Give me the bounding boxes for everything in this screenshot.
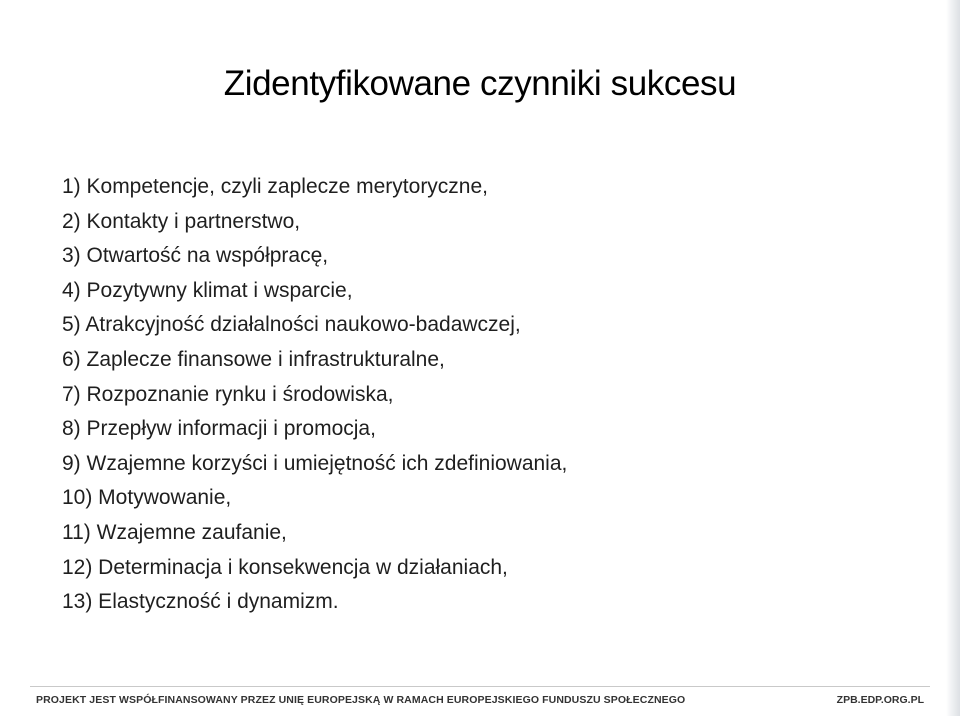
list-item: 8) Przepływ informacji i promocja, xyxy=(62,417,376,441)
list-item: 13) Elastyczność i dynamizm. xyxy=(62,590,339,614)
funding-note: PROJEKT JEST WSPÓŁFINANSOWANY PRZEZ UNIĘ EUROPEJSKĄ W RAMACH EUROPEJSKIEGO FUNDUSZU SPOŁECZNEGO xyxy=(36,694,686,706)
list-item: 11) Wzajemne zaufanie, xyxy=(62,520,287,544)
footer-divider xyxy=(30,686,930,687)
website-link[interactable]: ZPB.EDP.ORG.PL xyxy=(836,694,924,706)
list-item: 10) Motywowanie, xyxy=(62,486,232,510)
slide-title: Zidentyfikowane czynniki sukcesu xyxy=(223,64,737,103)
list-item: 2) Kontakty i partnerstwo, xyxy=(62,209,301,233)
list-item: 7) Rozpoznanie rynku i środowiska, xyxy=(62,382,394,406)
list-item: 9) Wzajemne korzyści i umiejętność ich zdefiniowania, xyxy=(62,451,568,475)
list-item: 6) Zaplecze finansowe i infrastrukturalne, xyxy=(62,347,445,371)
list-item: 1) Kompetencje, czyli zaplecze merytoryczne, xyxy=(62,175,488,198)
slide-edge-shadow xyxy=(946,0,960,716)
success-factors-list xyxy=(62,170,567,620)
list-item: 3) Otwartość na współpracę, xyxy=(62,244,329,268)
slide-footer xyxy=(0,686,960,716)
list-item: 4) Pozytywny klimat i wsparcie, xyxy=(62,278,353,302)
list-item: 12) Determinacja i konsekwencja w działaniach, xyxy=(62,555,508,579)
list-item: 5) Atrakcyjność działalności naukowo-badawczej, xyxy=(62,313,521,337)
